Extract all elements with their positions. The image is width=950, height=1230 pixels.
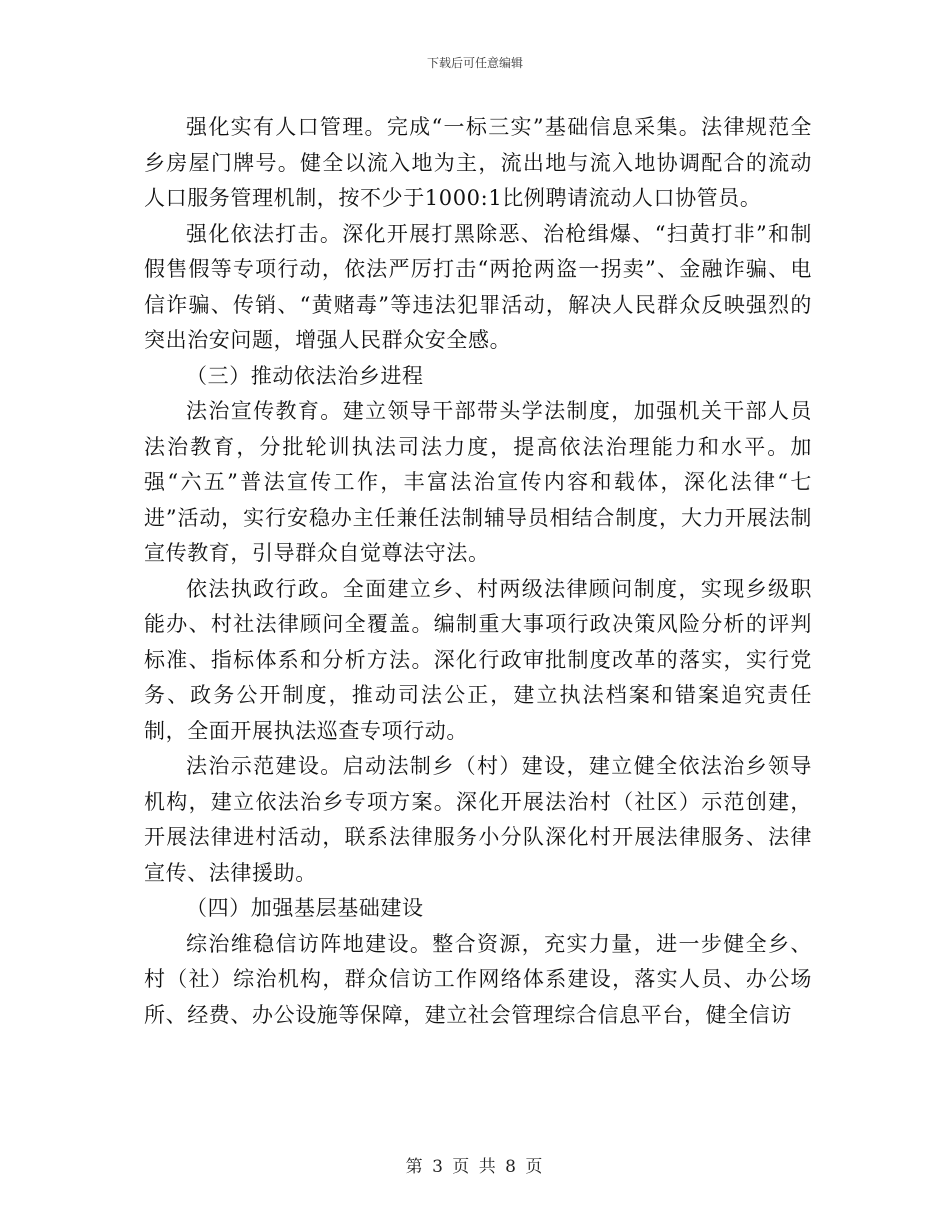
paragraph-rule-of-law-demo: 法治示范建设。启动法制乡（村）建设，建立健全依法治乡领导机构，建立依法治乡专项方案。深化开展法治村（社区）示范创建，开展法律进村活动，联系法律服务小分队深化村开展法律服务、法律宣传、法律援助。 (144, 754, 812, 885)
paragraph-law-administration: 依法执政行政。全面建立乡、村两级法律顾问制度，实现乡级职能办、村社法律顾问全覆盖。编制重大事项行政决策风险分析的评判标准、指标体系和分析方法。深化行政审批制度改革的落实，实行党务、政务公开制度，推动司法公正，建立执法档案和错案追究责任制，全面开展执法巡查专项行动。 (144, 576, 812, 743)
paragraph-legal-education: 法治宣传教育。建立领导干部带头学法制度，加强机关干部人员法治教育，分批轮训执法司法力度，提高依法治理能力和水平。加强“六五”普法宣传工作，丰富法治宣传内容和载体，深化法律“七进”活动，实行安稳办主任兼任法制辅导员相结合制度，大力开展法制宣传教育，引导群众自觉尊法守法。 (144, 399, 812, 565)
document-body (144, 110, 812, 1033)
page-footer: 第 3 页 共 8 页 (405, 1157, 545, 1177)
paragraph-crackdown: 强化依法打击。深化开展打黑除恶、治枪缉爆、“扫黄打非”和制假售假等专项行动，依法严厉打击“两抢两盗一拐卖”、金融诈骗、电信诈骗、传销、“黄赌毒”等违法犯罪活动，解决人民群众反映强烈的突出治安问题，增强人民群众安全感。 (144, 221, 812, 352)
section-heading-4: （四）加强基层基础建设 (186, 896, 424, 920)
section-heading-3: （三）推动依法治乡进程 (186, 363, 424, 388)
paragraph-population-management: 强化实有人口管理。完成“一标三实”基础信息采集。法律规范全乡房屋门牌号。健全以流入地为主，流出地与流入地协调配合的流动人口服务管理机制，按不少于1000:1比例聘请流动人口协管员。 (144, 115, 812, 210)
page-header: 下载后可任意编辑 (426, 56, 523, 70)
paragraph-petition-base: 综治维稳信访阵地建设。整合资源，充实力量，进一步健全乡、村（社）综治机构，群众信访工作网络体系建设，落实人员、办公场所、经费、办公设施等保障，建立社会管理综合信息平台，健全信访 (144, 931, 812, 1027)
